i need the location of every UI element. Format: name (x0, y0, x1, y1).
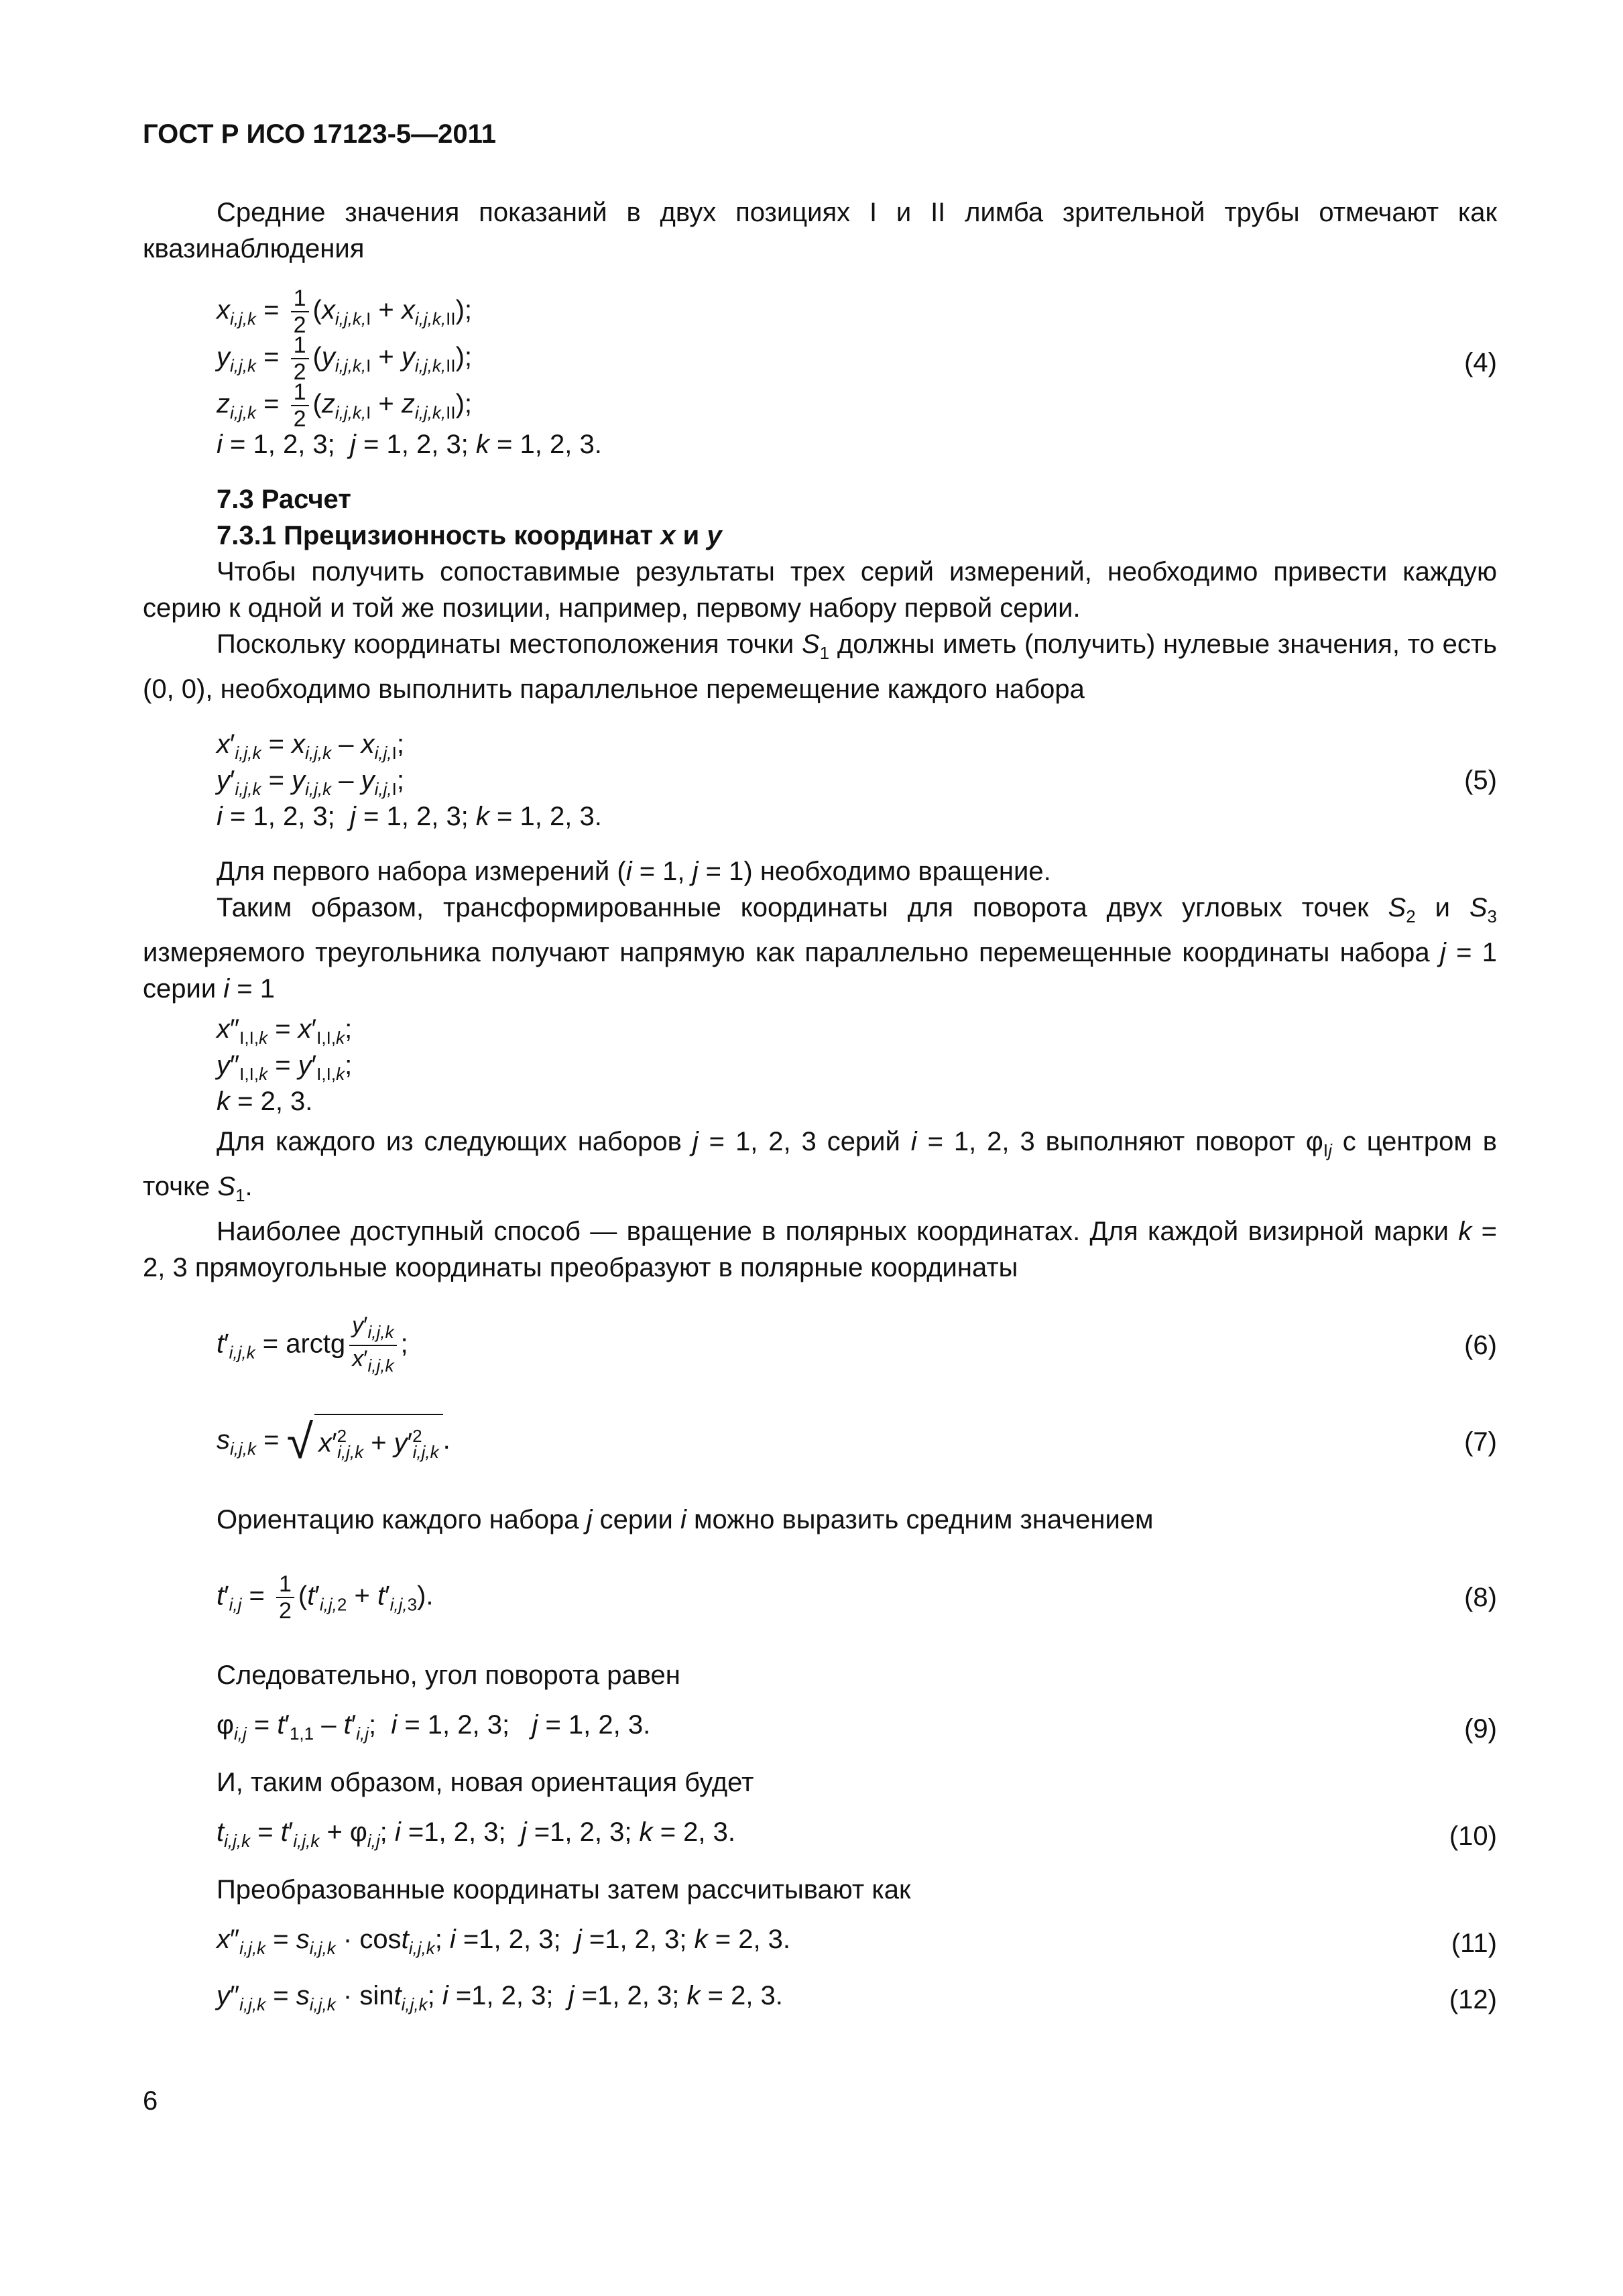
equation-4-line-x: $x_{i,j,k}$ = $\frac{1}{2}$ $(x_{i,j,k,I} + x_{i,j,k,II})$; (217, 286, 473, 338)
equation-first-set-k: k = 2, 3. (217, 1087, 313, 1116)
equation-12-number: (12) (1449, 1985, 1497, 2014)
equation-10-number: (10) (1449, 1821, 1497, 1851)
equation-first-set-block (143, 1011, 1497, 1120)
equation-7-expression: $s_{i,j,k}$ = √ $x'^2_{i,j,k} + y'^2_{i,j,k}$ . (217, 1414, 450, 1469)
paragraph-first-set-rotation: Для первого набора измерений (i = 1, j = 1) необходимо вращение. (217, 857, 1051, 886)
equation-8-expression: $t'_{i,j}$ = $\frac{1}{2}$ $(t'_{i,j,2} + t'_{i,j,3})$. (217, 1571, 434, 1624)
paragraph-comparable-results: Чтобы получить сопоставимые результаты трех серий измерений, необходимо привести каждую серию к одной и той же позиции, например, первому набору первой серии. (143, 557, 1497, 623)
paragraph-new-orientation: И, таким образом, новая ориентация будет (217, 1768, 754, 1797)
paragraph-polar-coordinates: Наиболее доступный способ — вращение в полярных координатах. Для каждой визирной марки k = 2, 3 прямоугольные координаты преобразуют в полярные координаты (143, 1217, 1497, 1282)
paragraph-orientation-mean: Ориентацию каждого набора j серии i можно выразить средним значением (217, 1505, 1154, 1534)
equation-5-line-x: $x'_{i,j,k} = x_{i,j,k} - x_{i,j,I}$; (217, 729, 404, 763)
fraction-one-half: $\frac{1}{2}$ (276, 1571, 294, 1624)
fraction-one-half: $\frac{1}{2}$ (291, 333, 309, 385)
paragraph-parallel-shift: Поскольку координаты местоположения точки $S_1$ должны иметь (получить) нулевые значения, то есть (0, 0), необходимо выполнить параллельное перемещение каждого набора (143, 629, 1497, 704)
equation-8-number: (8) (1464, 1583, 1497, 1612)
equation-10 (143, 1813, 1497, 1860)
paragraph-quasi-observations: Средние значения показаний в двух позициях I и II лимба зрительной трубы отмечают как квазинаблюдения (143, 198, 1497, 263)
equation-5-block (143, 726, 1497, 835)
page-number: 6 (143, 2086, 158, 2116)
equation-12-expression: $y''_{i,j,k} = s_{i,j,k} \cdot \sin t_{i,j,k}$; i =1, 2, 3; j =1, 2, 3; k = 2, 3. (217, 1980, 783, 2014)
paragraph-rotation-each-set: Для каждого из следующих наборов j = 1, 2, 3 серий i = 1, 2, 3 выполняют поворот $\varphi_{Ij}$ с центром в точке $S_1$. (143, 1127, 1498, 1205)
equation-10-expression: $t_{i,j,k} = t'_{i,j,k} + \varphi_{i,j}$; i =1, 2, 3; j =1, 2, 3; k = 2, 3. (217, 1817, 735, 1851)
equation-5-indices: i = 1, 2, 3; j = 1, 2, 3; k = 1, 2, 3. (217, 802, 602, 831)
equation-5-line-y: $y'_{i,j,k} = y_{i,j,k} - y_{i,j,I}$; (217, 766, 404, 799)
fraction-one-half: $\frac{1}{2}$ (291, 286, 309, 338)
standard-code-header: ГОСТ Р ИСО 17123-5—2011 (143, 119, 496, 149)
document-body (143, 194, 1497, 2033)
equation-11-expression: $x''_{i,j,k} = s_{i,j,k} \cdot \cos t_{i,j,k}$; i =1, 2, 3; j =1, 2, 3; k = 2, 3. (217, 1924, 791, 1958)
equation-4-line-y: $y_{i,j,k}$ = $\frac{1}{2}$ $(y_{i,j,k,I} + y_{i,j,k,II})$; (217, 333, 473, 385)
equation-4-block (143, 286, 1497, 463)
equation-6-expression: $t'_{i,j,k}$ = arctg $\frac{y'_{i,j,k}}{x'_{i,j,k}}$ ; (217, 1313, 408, 1378)
paragraph-rotation-angle: Следовательно, угол поворота равен (217, 1660, 680, 1690)
equation-4-number: (4) (1464, 348, 1497, 377)
section-heading-7-3: 7.3 Расчет (217, 485, 351, 514)
equation-9 (143, 1705, 1497, 1752)
fraction-y-over-x: $\frac{y'_{i,j,k}}{x'_{i,j,k}}$ (349, 1313, 396, 1378)
equation-7 (143, 1405, 1497, 1479)
equation-first-set-y: $y''_{I,I,k} = y'_{I,I,k}$; (217, 1050, 353, 1084)
equation-7-number: (7) (1464, 1427, 1497, 1457)
section-heading-7-3-1: 7.3.1 Прецизионность координат x и y (217, 521, 722, 550)
square-root: √ $x'^2_{i,j,k} + y'^2_{i,j,k}$ (287, 1414, 443, 1469)
paragraph-transformed-computed: Преобразованные координаты затем рассчитывают как (217, 1875, 911, 1905)
equation-11 (143, 1920, 1497, 1967)
equation-4-line-z: $z_{i,j,k}$ = $\frac{1}{2}$ $(z_{i,j,k,I} + z_{i,j,k,II})$; (217, 379, 473, 432)
fraction-one-half: $\frac{1}{2}$ (291, 379, 309, 432)
equation-9-expression: $\varphi_{i,j} = t'_{1,1} - t'_{i,j}$; i = 1, 2, 3; j = 1, 2, 3. (217, 1709, 651, 1744)
equation-4-indices: i = 1, 2, 3; j = 1, 2, 3; k = 1, 2, 3. (217, 430, 602, 459)
equation-11-number: (11) (1451, 1929, 1497, 1958)
equation-9-number: (9) (1464, 1714, 1497, 1744)
paragraph-transformed-coordinates: Таким образом, трансформированные координаты для поворота двух угловых точек $S_2$ и $S_3$ измеряемого треугольника получают напрямую как параллельно перемещенные координаты набора j = 1 серии i = 1 (143, 893, 1497, 1004)
equation-12 (143, 1976, 1497, 2023)
equation-8 (143, 1561, 1497, 1634)
equation-5-number: (5) (1464, 766, 1497, 795)
equation-first-set-x: $x''_{I,I,k} = x'_{I,I,k}$; (217, 1014, 353, 1048)
equation-6 (143, 1309, 1497, 1382)
equation-6-number: (6) (1464, 1331, 1497, 1360)
